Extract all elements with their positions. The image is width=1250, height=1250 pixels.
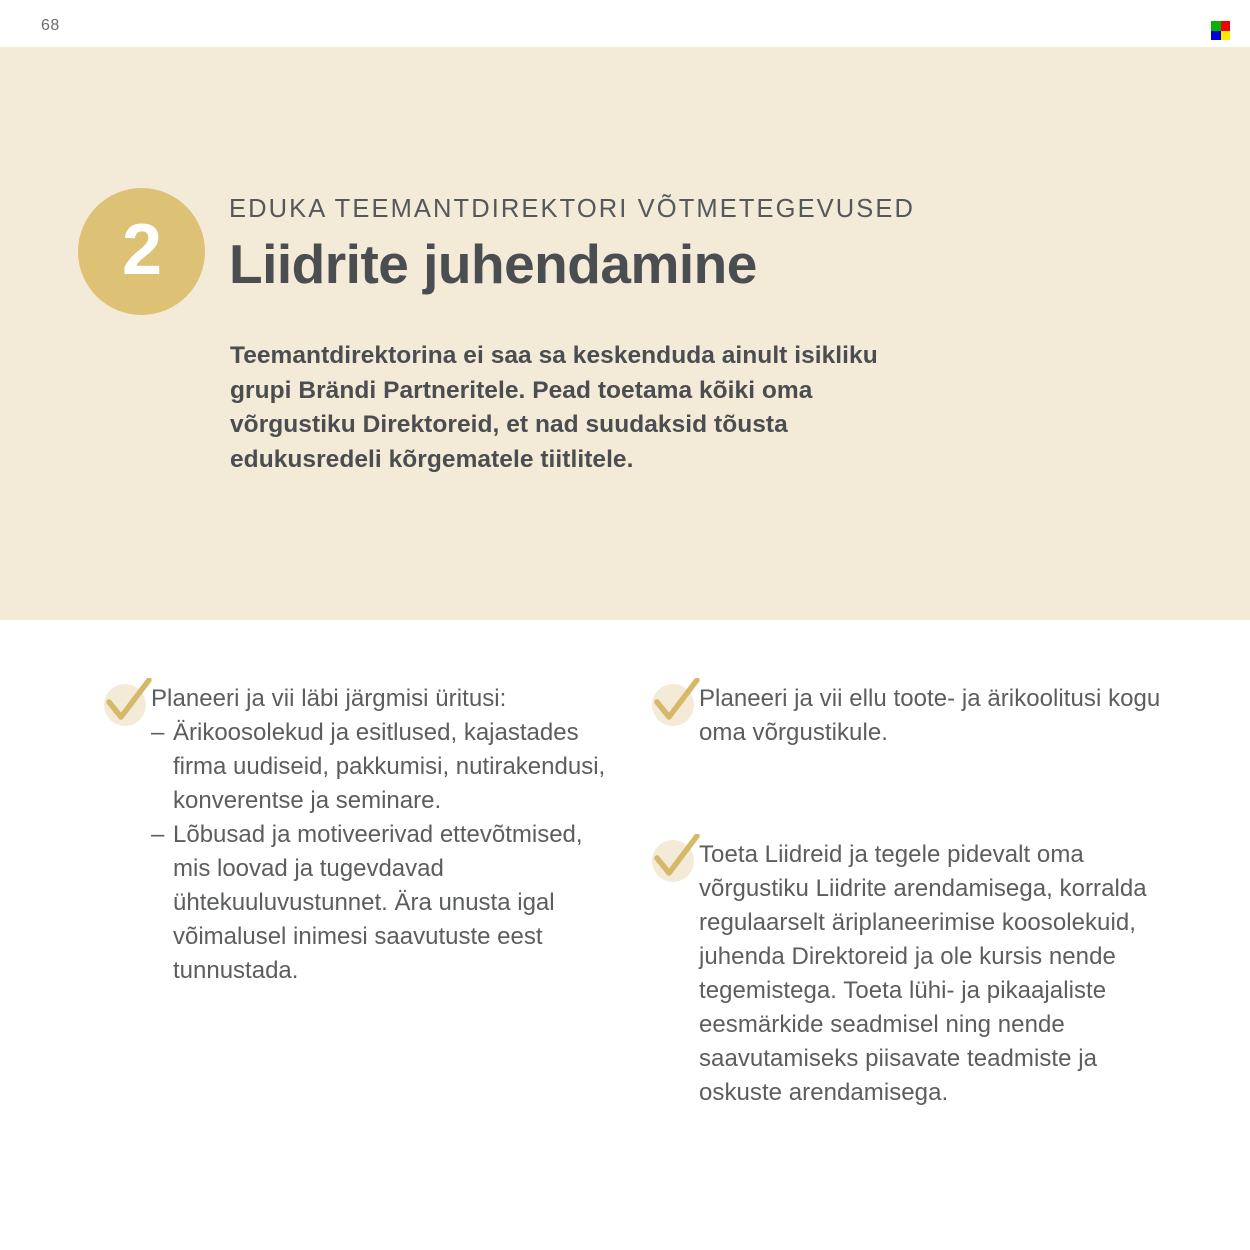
checklist-item (648, 682, 1168, 750)
hero-band (0, 47, 1250, 620)
right-column (648, 682, 1168, 1144)
list-item-text: Lõbusad ja motiveerivad ettevõtmised, mis loovad ja tugevdavad ühtekuuluvustunnet. Ära unusta igal võimalusel inimesi saavutuste eest tunnustada. (173, 821, 583, 984)
intro-paragraph: Teemantdirektorina ei saa sa keskenduda ainult isikliku grupi Brändi Partneritele. Pead toetama kõiki oma võrgustiku Direktoreid, et nad suudaksid tõusta edukusredeli kõrgematele tiitlitele. (230, 342, 878, 473)
list-item-text: Ärikoosolekud ja esitlused, kajastades firma uudiseid, pakkumisi, nutirakendusi, konverentse ja seminare. (173, 719, 606, 814)
checklist-sub-list (151, 716, 620, 988)
corner-mark-swatch-red (1221, 21, 1231, 31)
checklist-item-text: Toeta Liidreid ja tegele pidevalt oma võrgustiku Liidrite arendamisega, korralda regulaarselt äriplaneerimise koosolekuid, juhenda Direktoreid ja ole kursis nende tegemistega. Toeta lühi- ja pikaajaliste eesmärkide seadmisel ning nende saavutamiseks piisavate teadmiste ja oskuste arendamisega. (699, 841, 1147, 1106)
page-number: 68 (41, 17, 60, 34)
list-item (151, 716, 620, 818)
corner-mark-swatch-blue (1211, 31, 1221, 41)
section-number-badge (78, 188, 205, 315)
list-item (151, 818, 620, 988)
dash-bullet: – (151, 719, 165, 746)
checklist-item-text: Planeeri ja vii läbi järgmisi üritusi: (151, 685, 507, 712)
checklist-item (100, 682, 620, 988)
dash-bullet: – (151, 821, 165, 848)
section-number-label: 2 (121, 209, 162, 290)
corner-mark-swatch-green (1211, 21, 1221, 31)
checklist-item-text: Planeeri ja vii ellu toote- ja ärikoolitusi kogu oma võrgustikule. (699, 685, 1161, 746)
four-square-color-mark-icon (1211, 21, 1230, 40)
check-icon (648, 678, 700, 730)
check-icon (648, 834, 700, 886)
check-icon (100, 678, 152, 730)
checklist-item (648, 838, 1168, 1110)
corner-mark-swatch-yellow (1221, 31, 1231, 41)
column-spacer (648, 784, 1168, 838)
section-eyebrow: EDUKA TEEMANTDIREKTORI VÕTMETEGEVUSED (229, 195, 916, 223)
page-title: Liidrite juhendamine (229, 233, 757, 295)
left-column (100, 682, 620, 1022)
